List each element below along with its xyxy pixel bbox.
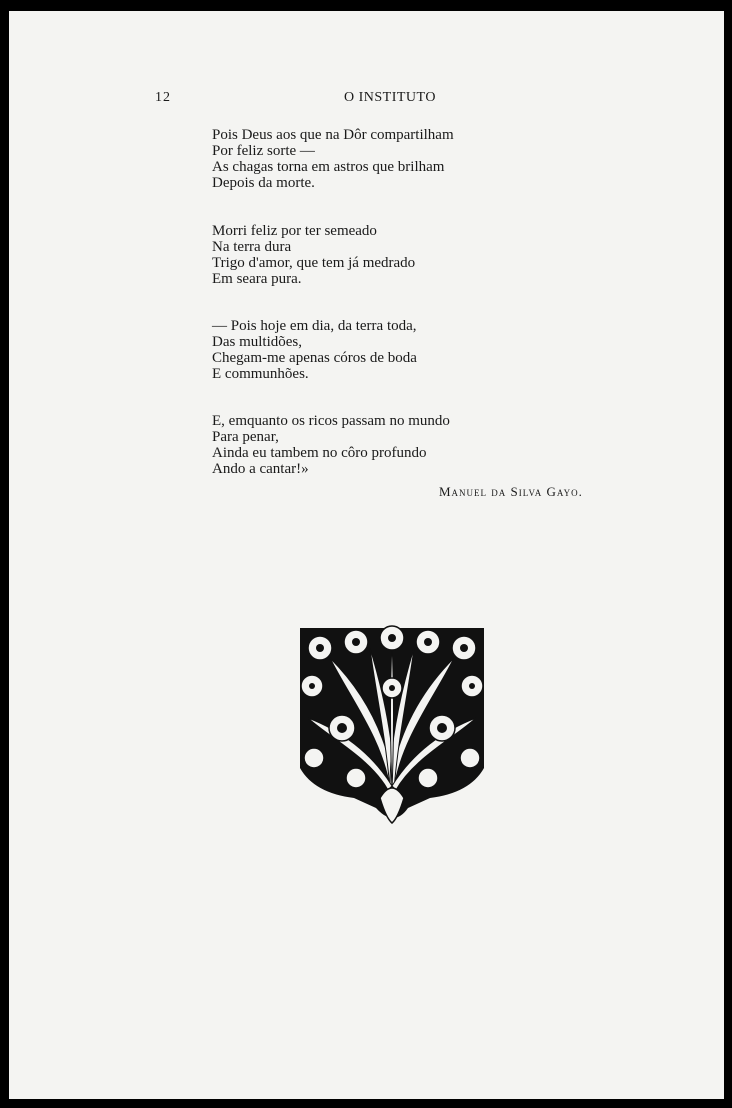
poem-line: Trigo d'amor, que tem já medrado [212,255,416,271]
poem-line: Ando a cantar!» [212,461,309,477]
page-header [9,90,724,110]
stanza [212,413,450,477]
stanza [212,127,454,191]
page [9,11,724,1099]
poem-line: Das multidões, [212,334,302,350]
page-number: 12 [155,90,171,105]
poem-line: Depois da morte. [212,175,315,191]
stanza [212,223,415,287]
poem-line: Na terra dura [212,239,292,255]
poem-line: — Pois hoje em dia, da terra toda, [212,318,417,334]
floral-tailpiece-icon [290,618,494,828]
poem-line: As chagas torna em astros que brilham [212,159,445,175]
poem-line: E communhões. [212,366,309,382]
poem-line: Morri feliz por ter semeado [212,223,377,239]
poem-line: Para penar, [212,429,279,445]
poem-line: Chegam-me apenas córos de boda [212,350,417,366]
poem-line: Por feliz sorte — [212,143,315,159]
poem-line: E, emquanto os ricos passam no mundo [212,413,450,429]
stanza [212,318,417,382]
poem-line: Pois Deus aos que na Dôr compartilham [212,127,454,143]
author-signature: Manuel da Silva Gayo. [439,484,583,499]
poem-line: Ainda eu tambem no côro profundo [212,445,427,461]
poem-line: Em seara pura. [212,271,302,287]
running-title: O INSTITUTO [344,90,436,105]
